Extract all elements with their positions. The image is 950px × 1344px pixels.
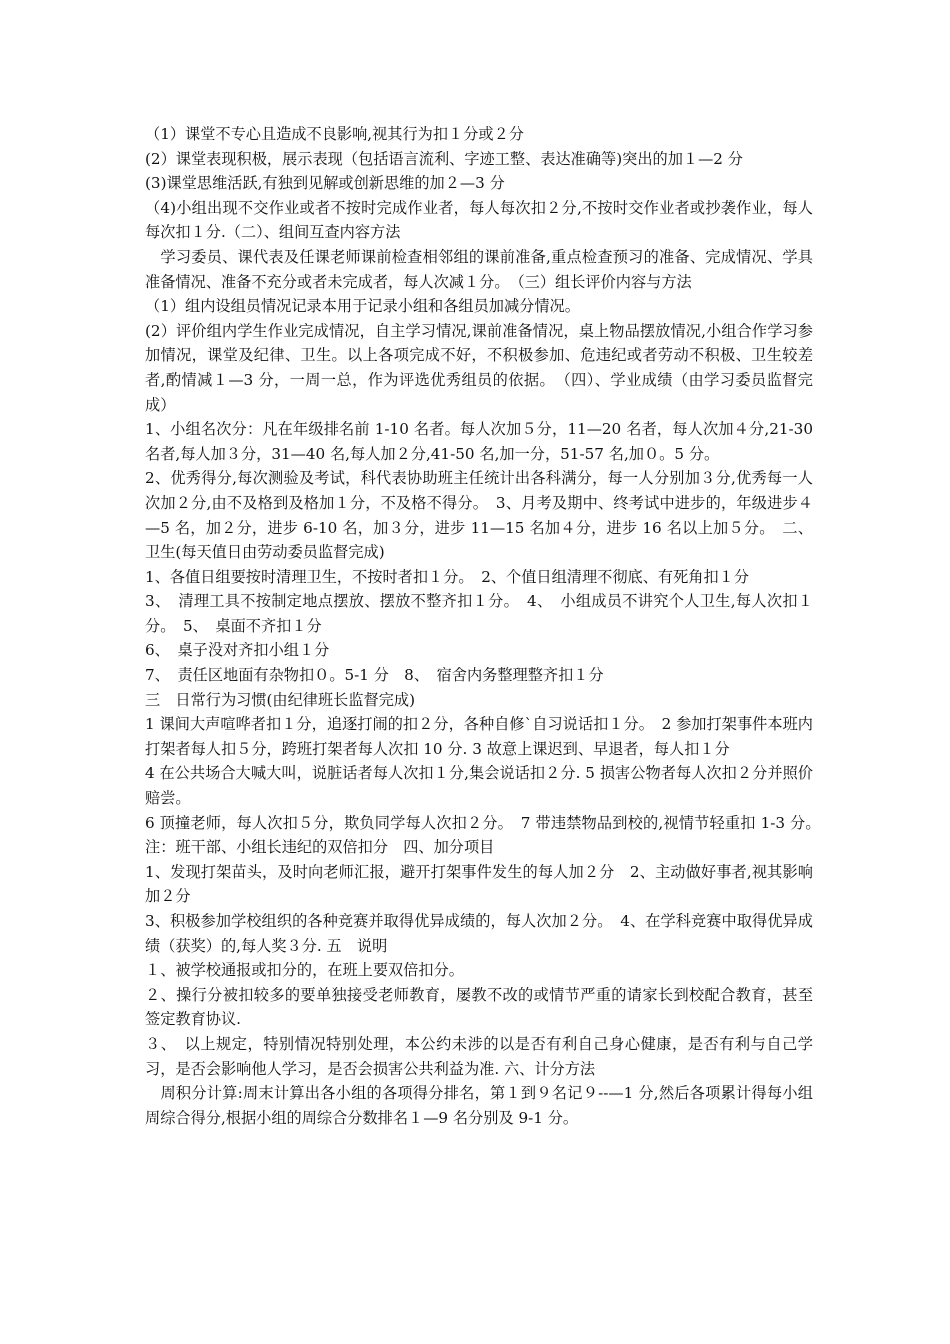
paragraph-group-rank: 1、小组名次分：凡在年级排名前 1-10 名者。每人次加５分，11—20 名者，每人次加４分,21-30 名者,每人加３分，31—40 名,每人加２分,41-50 名,加一分，51-57 名,加０。5 分。 [145, 420, 818, 463]
paragraph-note-3: ３、 以上规定，特别情况特别处理，本公约未涉的以是否有利自己身心健康，是否有利与自己学习，是否会影响他人学习，是否会损害公共利益为准. 六、计分方法 [145, 1034, 813, 1078]
paragraph-group-record: （1）组内设组员情况记录本用于记录小组和各组员加减分情况。 [145, 297, 580, 316]
paragraph-behavior-1: 1 课间大声喧哗者扣１分，追逐打闹的扣２分，各种自修`自习说话扣１分。 2 参加打架事件本班内打架者每人扣５分，跨班打架者每人次扣 10 分. 3 故意上课迟到、早退者，每人扣１分 [145, 715, 813, 758]
paragraph-classroom-thinking: (3)课堂思维活跃,有独到见解或创新思维的加２—3 分 [145, 174, 505, 193]
paragraph-group-check: 学习委员、课代表及任课老师课前检查相邻组的课前准备,重点检查预习的准备、完成情况、学具准备情况、准备不充分或者未完成者，每人次减１分。 （三）组长评价内容与方法 [145, 247, 813, 291]
paragraph-classroom-distraction: （1）课堂不专心且造成不良影响,视其行为扣１分或２分 [145, 125, 524, 143]
section-heading-behavior: 三 日常行为习惯(由纪律班长监督完成) [145, 690, 416, 709]
paragraph-bonus-3: 3、积极参加学校组织的各种竞赛并取得优异成绩的，每人次加２分。 4、在学科竞赛中取得优异成绩（获奖）的,每人奖３分. 五 说明 [145, 912, 813, 955]
paragraph-behavior-4: 4 在公共场合大喊大叫，说脏话者每人次扣１分,集会说话扣２分. 5 损害公物者每人次扣２分并照价赔尝。 [145, 764, 813, 808]
paragraph-excellent-score: 2、优秀得分,每次测验及考试，科代表协助班主任统计出各科满分，每一人分别加３分,优秀每一人次加２分,由不及格到及格加１分，不及格不得分。 3、月考及期中、终考试中进步的，年级进步４—5 名，加２分，进步 6-10 名，加３分，进步 11—15 名加４分，进步 16 名以上加５分。 二、卫生(每天值日由劳动委员监督完成) [145, 469, 813, 562]
paragraph-group-evaluation: (2）评价组内学生作业完成情况，自主学习情况,课前准备情况，桌上物品摆放情况,小组合作学习参加情况，课堂及纪律、卫生。以上各项完成不好，不积极参加、危违纪或者劳动不积极、卫生较差者,酌情减１—3 分，一周一总，作为评选优秀组员的依据。 （四）、学业成绩（由学习委员监督完成） [145, 321, 813, 414]
document-page [145, 122, 829, 1130]
paragraph-homework: （4)小组出现不交作业或者不按时完成作业者，每人每次扣２分,不按时交作业者或抄袭作业，每人每次扣１分.（二）、组间互查内容方法 [145, 198, 813, 242]
paragraph-note-1: １、被学校通报或扣分的，在班上要双倍扣分。 [145, 961, 464, 980]
paragraph-classroom-active: (2）课堂表现积极，展示表现（包括语言流利、字迹工整、表达准确等)突出的加１—2 分 [145, 149, 743, 168]
paragraph-hygiene-1: 1、各值日组要按时清理卫生，不按时者扣１分。 2、个值日组清理不彻底、有死角扣１分 [145, 567, 750, 586]
paragraph-hygiene-3: 3、 清理工具不按制定地点摆放、摆放不整齐扣１分。 4、 小组成员不讲究个人卫生,每人次扣１分。 5、 桌面不齐扣１分 [145, 592, 813, 635]
paragraph-scoring-method: 周积分计算:周末计算出各小组的各项得分排名，第１到９名记９--—1 分,然后各项累计得每小组周综合得分,根据小组的周综合分数排名１—9 名分别及 9-1 分。 [145, 1084, 813, 1127]
paragraph-hygiene-6: 6、 桌子没对齐扣小组１分 [145, 641, 330, 660]
paragraph-hygiene-7: 7、 责任区地面有杂物扣０。5-1 分 8、 宿舍内务整理整齐扣１分 [145, 666, 604, 685]
paragraph-bonus-1: 1、发现打架苗头，及时向老师汇报，避开打架事件发生的每人加２分 2、主动做好事者,视其影响加２分 [145, 862, 813, 906]
paragraph-note-2: ２、操行分被扣较多的要单独接受老师教育，屡教不改的或情节严重的请家长到校配合教育，甚至签定教育协议. [145, 985, 813, 1029]
paragraph-behavior-6: 6 顶撞老师，每人次扣５分，欺负同学每人次扣２分。 7 带违禁物品到校的,视情节轻重扣 1-3 分。 注：班干部、小组长违纪的双倍扣分 四、加分项目 [145, 813, 829, 857]
